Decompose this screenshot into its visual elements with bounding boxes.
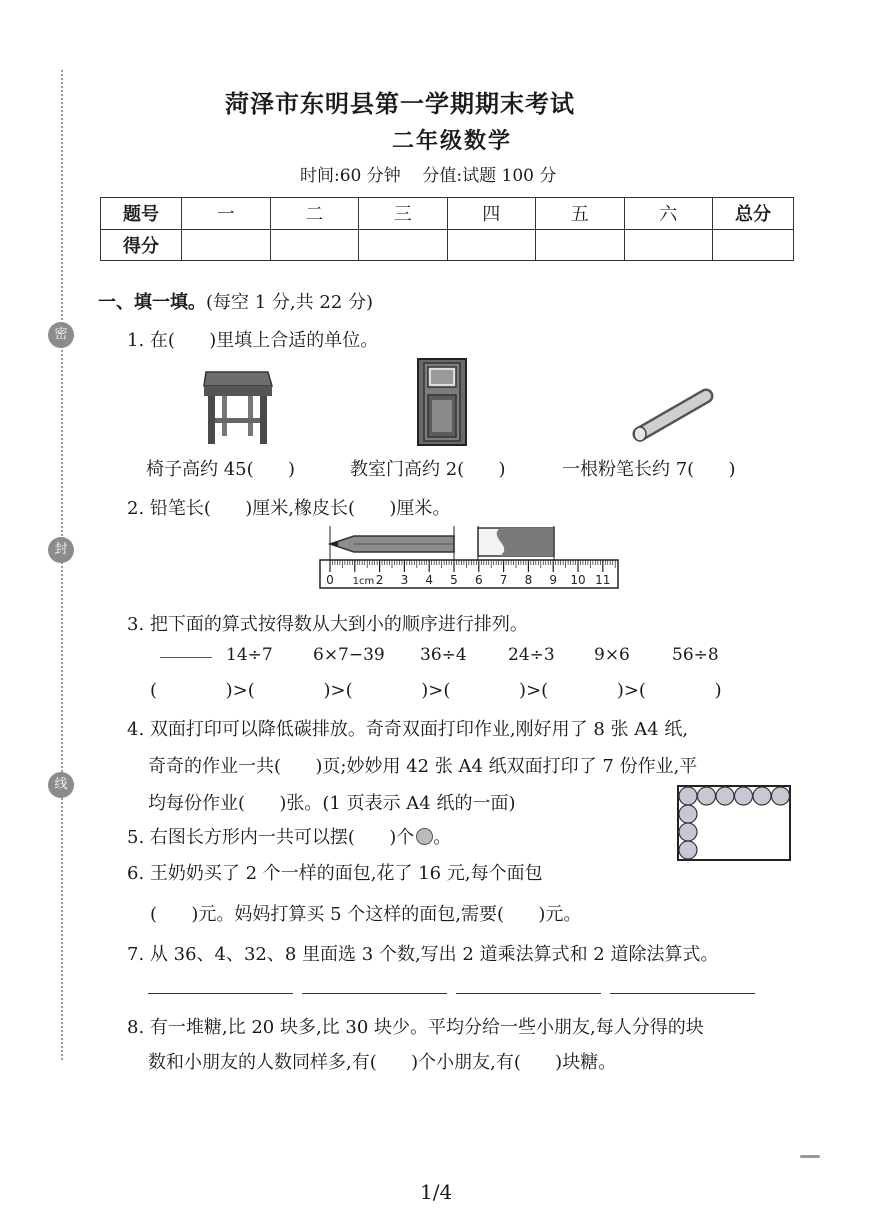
expression: 36÷4 [420,645,467,665]
question-8-line-1: 8. 有一堆糖,比 20 块多,比 30 块少。平均分给一些小朋友,每人分得的块 [127,1017,704,1038]
score-table-cell: 得分 [101,229,182,261]
question-1: 1. 在( )里填上合适的单位。 [127,330,379,351]
expression: 9×6 [594,645,630,665]
rectangle-circles-figure [676,784,792,862]
caption-chalk: 一根粉笔长约 7( ) [562,459,736,480]
section-1-note: (每空 1 分,共 22 分) [206,292,374,313]
seal-mark-mi: 密 [48,322,74,348]
question-7: 7. 从 36、4、32、8 里面选 3 个数,写出 2 道乘法算式和 2 道除法算式。 [127,944,719,965]
score-input-cell[interactable] [624,229,713,261]
score-input-cell[interactable] [182,229,271,261]
circle-shape [679,787,697,805]
ruler-label: 1cm [352,576,375,587]
score-input-cell[interactable] [536,229,625,261]
score-input-cell[interactable] [270,229,359,261]
question-5-text: 5. 右图长方形内一共可以摆( )个 [127,827,415,848]
question-3: 3. 把下面的算式按得数从大到小的顺序进行排列。 [127,614,528,635]
ordering-blanks[interactable]: ( )>( )>( )>( )>( )>( ) [150,680,722,701]
ruler-illustration [318,522,620,592]
question-6-line-2: ( )元。妈妈打算买 5 个这样的面包,需要( )元。 [150,904,582,925]
ruler-label: 6 [474,573,483,587]
expression: 6×7−39 [313,645,385,665]
question-5-tail: 。 [433,827,452,848]
score-table-cell: 一 [182,198,271,230]
exam-subtitle: 二年级数学 [392,128,513,154]
score-table-cell: 三 [359,198,448,230]
answer-line[interactable] [148,993,293,994]
circle-shape [735,787,753,805]
circle-shape [679,823,697,841]
answer-line[interactable] [610,993,755,994]
ruler-label: 10 [570,573,586,587]
circle-shape [772,787,790,805]
binding-dotted-line [61,70,63,1060]
circle-shape [679,805,697,823]
score-input-cell[interactable] [713,229,794,261]
ruler-label: 8 [524,573,533,587]
score-table [100,197,794,261]
score-table-cell: 二 [270,198,359,230]
circle-icon [416,828,433,845]
expression: 56÷8 [672,645,719,665]
question-2: 2. 铅笔长( )厘米,橡皮长( )厘米。 [127,498,451,519]
exam-title: 菏泽市东明县第一学期期末考试 [225,89,575,118]
answer-line[interactable] [456,993,601,994]
eraser-illustration [478,528,554,556]
ruler-label: 9 [549,573,558,587]
score-table-score-row [101,229,794,261]
section-1-title [98,288,373,314]
ruler-label: 3 [400,573,409,587]
caption-chair: 椅子高约 45( ) [146,459,296,480]
score-table-cell: 六 [624,198,713,230]
ruler-label: 2 [375,573,384,587]
question-4-line-2: 奇奇的作业一共( )页;妙妙用 42 张 A4 纸双面打印了 7 份作业,平 [148,756,698,777]
ruler-label: 0 [326,573,334,587]
page-number: 1/4 [420,1180,453,1204]
score-input-cell[interactable] [447,229,536,261]
expression: 14÷7 [226,645,273,665]
question-5 [127,823,451,849]
circle-column [679,805,697,859]
dash-mark [160,657,212,658]
score-table-header-row [101,198,794,230]
chair-illustration [198,366,278,448]
score-table-cell: 题号 [101,198,182,230]
ruler-label: 11 [595,573,611,587]
caption-door: 教室门高约 2( ) [350,459,506,480]
circle-shape [753,787,771,805]
answer-line[interactable] [302,993,447,994]
circle-shape [716,787,734,805]
score-table-cell: 总分 [713,198,794,230]
score-table-cell: 五 [536,198,625,230]
exam-meta: 时间:60 分钟 分值:试题 100 分 [300,166,557,186]
question-8-line-2: 数和小朋友的人数同样多,有( )个小朋友,有( )块糖。 [148,1052,617,1073]
expression: 24÷3 [508,645,555,665]
ruler-label: 5 [450,573,458,587]
circle-shape [679,841,697,859]
scan-mark [800,1155,820,1158]
classroom-door-illustration [416,357,468,447]
question-4-line-3: 均每份作业( )张。(1 页表示 A4 纸的一面) [148,793,516,814]
score-table-cell: 四 [447,198,536,230]
ruler-label: 4 [425,573,434,587]
chalk-illustration [630,386,716,446]
circle-shape [698,787,716,805]
seal-mark-xian: 线 [48,772,74,798]
ruler-label: 7 [499,573,508,587]
pencil-illustration [330,536,454,552]
score-input-cell[interactable] [359,229,448,261]
section-1-heading: 一、填一填。 [98,292,206,313]
question-4-line-1: 4. 双面打印可以降低碳排放。奇奇双面打印作业,刚好用了 8 张 A4 纸, [127,719,689,740]
question-6-line-1: 6. 王奶奶买了 2 个一样的面包,花了 16 元,每个面包 [127,863,543,884]
seal-mark-feng: 封 [48,537,74,563]
